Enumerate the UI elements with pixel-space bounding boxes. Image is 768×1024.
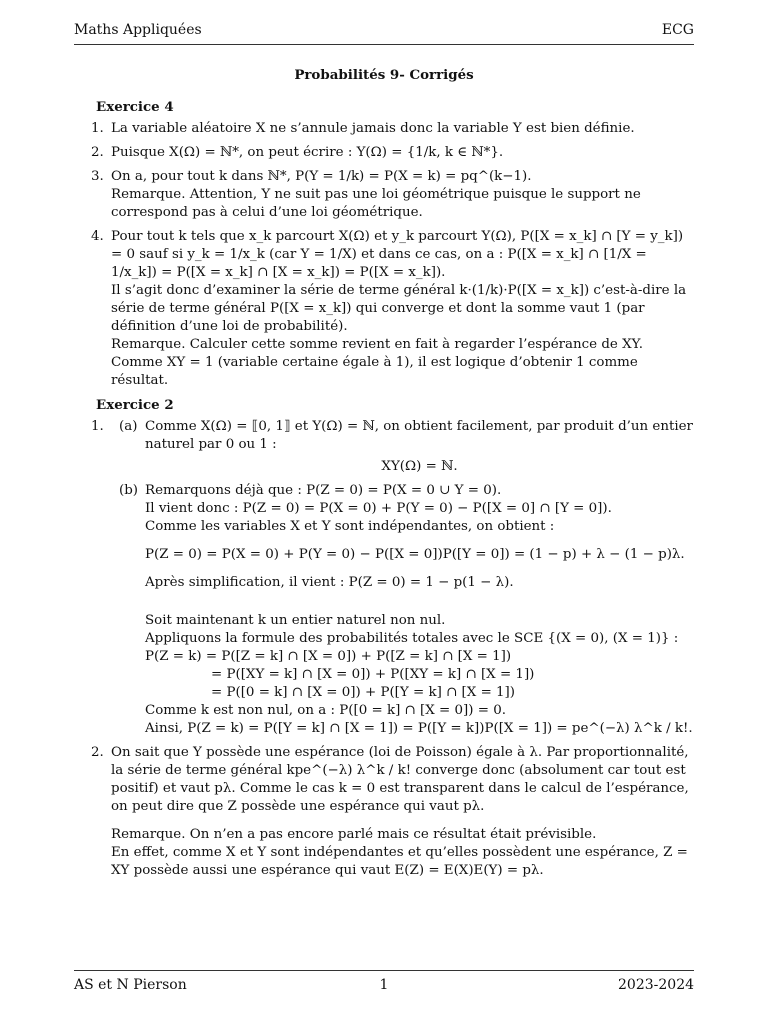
page-header <box>74 22 694 42</box>
item-number: 2. <box>91 145 104 160</box>
part-b-equation: P(Z = 0) = P(X = 0) + P(Y = 0) − P([X = 0])P([Y = 0]) = (1 − p) + λ − (1 − p)λ. <box>145 547 685 562</box>
ex2-item-1 <box>74 418 694 738</box>
ex2-part-a <box>111 418 694 476</box>
part-b-line-2: Il vient donc : P(Z = 0) = P(X = 0) + P(Y = 0) − P([X = 0] ∩ [Y = 0]). <box>145 501 612 516</box>
part-b-line-6: Soit maintenant k un entier naturel non nul. <box>145 613 446 628</box>
footer-year: 2023-2024 <box>618 977 695 993</box>
part-b-derivation-3: = P([0 = k] ∩ [X = 0]) + P([Y = k] ∩ [X = 1]) <box>211 685 516 700</box>
header-subject: Maths Appliquées <box>74 22 202 38</box>
ex4-item-4-remark: Remarque. Calculer cette somme revient en fait à regarder l’espérance de XY. Comme XY = 1 (variable certaine égale à 1), il est logique d’obtenir 1 comme résultat. <box>111 337 643 388</box>
ex2-item-2-text: On sait que Y possède une espérance (loi de Poisson) égale à λ. Par proportionnalité, la série de terme général kpe^(−λ) λ^k / k! converge donc (absolument car tout est positif) et vaut pλ. Comme le cas k = 0 est transparent dans le calcul de l’espérance, on peut dire que Z possède une espérance qui vaut pλ. <box>111 745 689 814</box>
part-label: (b) <box>119 483 139 498</box>
item-number: 1. <box>91 121 104 136</box>
header-class: ECG <box>661 22 694 38</box>
part-b-line-1: Remarquons déjà que : P(Z = 0) = P(X = 0 ∪ Y = 0). <box>145 483 502 498</box>
ex2-part-b <box>111 482 694 738</box>
ex4-item-2 <box>74 144 694 162</box>
footer-authors: AS et N Pierson <box>74 977 187 993</box>
ex4-item-4-text: Pour tout k tels que x_k parcourt X(Ω) et y_k parcourt Y(Ω), P([X = x_k] ∩ [Y = y_k]) = 0 sauf si y_k = 1/x_k (car Y = 1/X) et dans ce cas, on a : P([X = x_k] ∩ [1/X = 1/x_k]) = P([X = x_k] ∩ [X = x_k]) = P([X = x_k]). <box>111 229 684 280</box>
ex4-item-2-text: Puisque X(Ω) = ℕ*, on peut écrire : Y(Ω) = {1/k, k ∈ ℕ*}. <box>111 145 504 160</box>
ex2-item-2-explanation: En effet, comme X et Y sont indépendantes et qu’elles possèdent une espérance, Z = XY possède aussi une espérance qui vaut E(Z) = E(X)E(Y) = pλ. <box>111 845 688 878</box>
exercise-2-heading: Exercice 2 <box>96 397 174 413</box>
part-b-derivation-1: P(Z = k) = P([Z = k] ∩ [X = 0]) + P([Z = k] ∩ [X = 1]) <box>145 649 512 664</box>
part-b-line-3: Comme les variables X et Y sont indépendantes, on obtient : <box>145 519 555 534</box>
document-body <box>74 66 694 886</box>
ex4-item-1 <box>74 120 694 138</box>
item-number: 4. <box>91 229 104 244</box>
ex4-item-4-series: Il s’agit donc d’examiner la série de terme général k·(1/k)·P([X = x_k]) c’est-à-dire la série de terme général P([X = x_k]) qui converge et dont la somme vaut 1 (par définition d’une loi de probabilité). <box>111 283 687 334</box>
item-number: 3. <box>91 169 104 184</box>
ex4-item-4 <box>74 228 694 390</box>
exercise-4-heading: Exercice 4 <box>96 99 174 115</box>
footer-rule <box>74 970 694 971</box>
ex4-item-3 <box>74 168 694 222</box>
ex4-item-3-remark: Remarque. Attention, Y ne suit pas une loi géométrique puisque le support ne correspond pas à celui d’une loi géométrique. <box>111 187 641 220</box>
ex4-item-3-text: On a, pour tout k dans ℕ*, P(Y = 1/k) = P(X = k) = pq^(k−1). <box>111 169 532 184</box>
part-a-text: Comme X(Ω) = ⟦0, 1⟧ et Y(Ω) = ℕ, on obtient facilement, par produit d’un entier naturel par 0 ou 1 : <box>145 419 693 452</box>
part-b-derivation-2: = P([XY = k] ∩ [X = 0]) + P([XY = k] ∩ [X = 1]) <box>211 667 535 682</box>
part-b-line-7: Appliquons la formule des probabilités totales avec le SCE {(X = 0), (X = 1)} : <box>145 631 679 646</box>
part-a-formula: XY(Ω) = ℕ. <box>381 459 458 474</box>
part-b-conclusion: Ainsi, P(Z = k) = P([Y = k] ∩ [X = 1]) = P([Y = k])P([X = 1]) = pe^(−λ) λ^k / k!. <box>145 721 693 736</box>
ex4-item-1-text: La variable aléatoire X ne s’annule jamais donc la variable Y est bien définie. <box>111 121 635 136</box>
ex2-item-2-remark: Remarque. On n’en a pas encore parlé mais ce résultat était prévisible. <box>111 827 597 842</box>
part-b-simplification: Après simplification, il vient : P(Z = 0) = 1 − p(1 − λ). <box>145 575 514 590</box>
page-title: Probabilités 9- Corrigés <box>294 67 474 83</box>
part-label: (a) <box>119 419 138 434</box>
ex2-item-2 <box>74 744 694 880</box>
item-number: 2. <box>91 745 104 760</box>
page-number: 1 <box>379 977 389 993</box>
item-number: 1. <box>91 419 104 434</box>
header-rule <box>74 44 694 45</box>
page-footer <box>74 977 694 993</box>
part-b-line-11: Comme k est non nul, on a : P([0 = k] ∩ [X = 0]) = 0. <box>145 703 506 718</box>
